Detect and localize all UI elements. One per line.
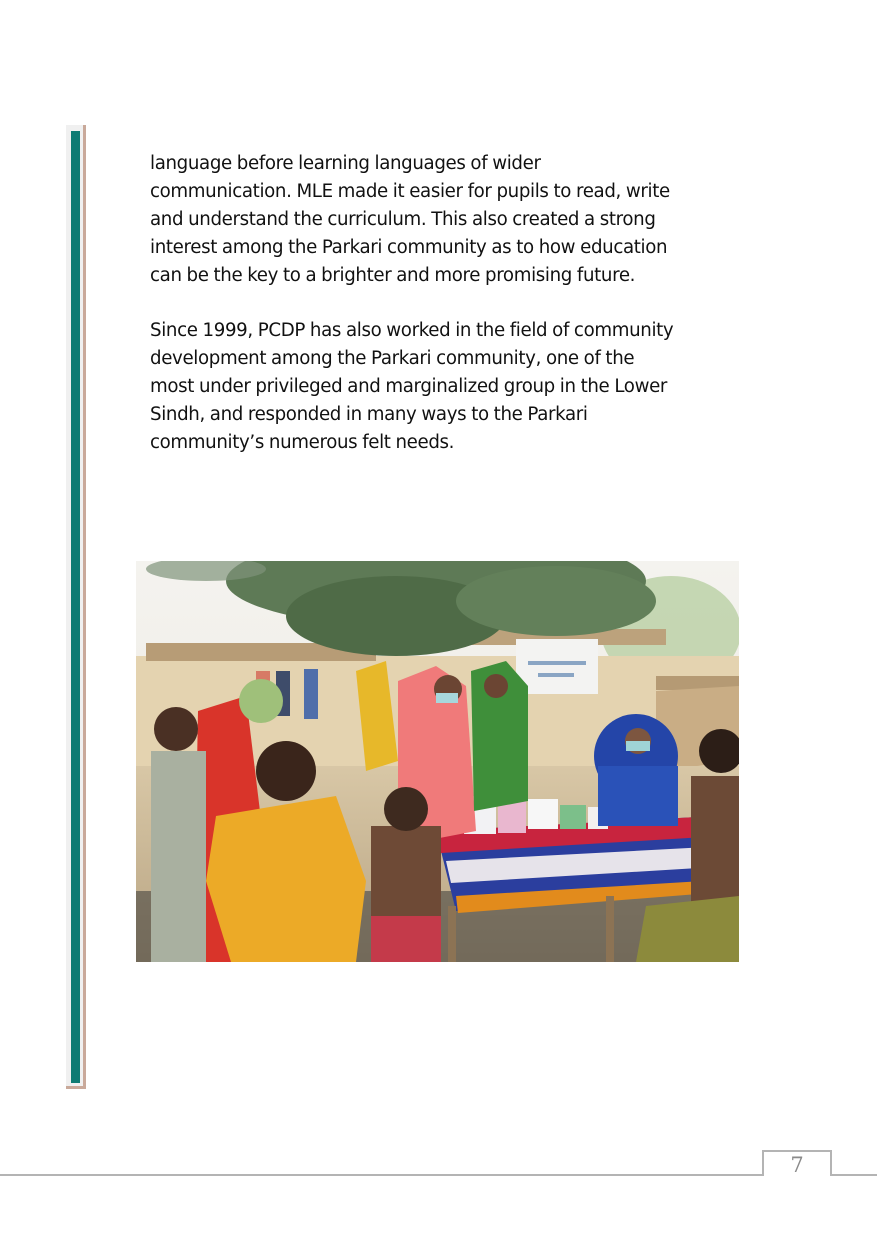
text-line: interest among the Parkari community as to how education bbox=[150, 237, 668, 258]
photo-illustration bbox=[136, 561, 739, 962]
text-line: language before learning languages of wider bbox=[150, 153, 541, 174]
text-line: development among the Parkari community, one of the bbox=[150, 348, 635, 369]
side-accent-bar bbox=[71, 131, 80, 1083]
medical-camp-photo bbox=[136, 561, 739, 962]
footer-rule bbox=[0, 1174, 877, 1176]
text-line: and understand the curriculum. This also created a strong bbox=[150, 209, 656, 230]
body-paragraph bbox=[150, 150, 730, 290]
text-line: Since 1999, PCDP has also worked in the field of community bbox=[150, 320, 674, 341]
page-number-tab bbox=[762, 1150, 832, 1176]
text-line: community’s numerous felt needs. bbox=[150, 432, 455, 453]
body-paragraph bbox=[150, 317, 730, 457]
page-number: 7 bbox=[790, 1153, 804, 1177]
text-line: Sindh, and responded in many ways to the Parkari bbox=[150, 404, 588, 425]
text-line: can be the key to a brighter and more promising future. bbox=[150, 265, 636, 286]
text-line: most under privileged and marginalized group in the Lower bbox=[150, 376, 668, 397]
text-line: communication. MLE made it easier for pupils to read, write bbox=[150, 181, 670, 202]
